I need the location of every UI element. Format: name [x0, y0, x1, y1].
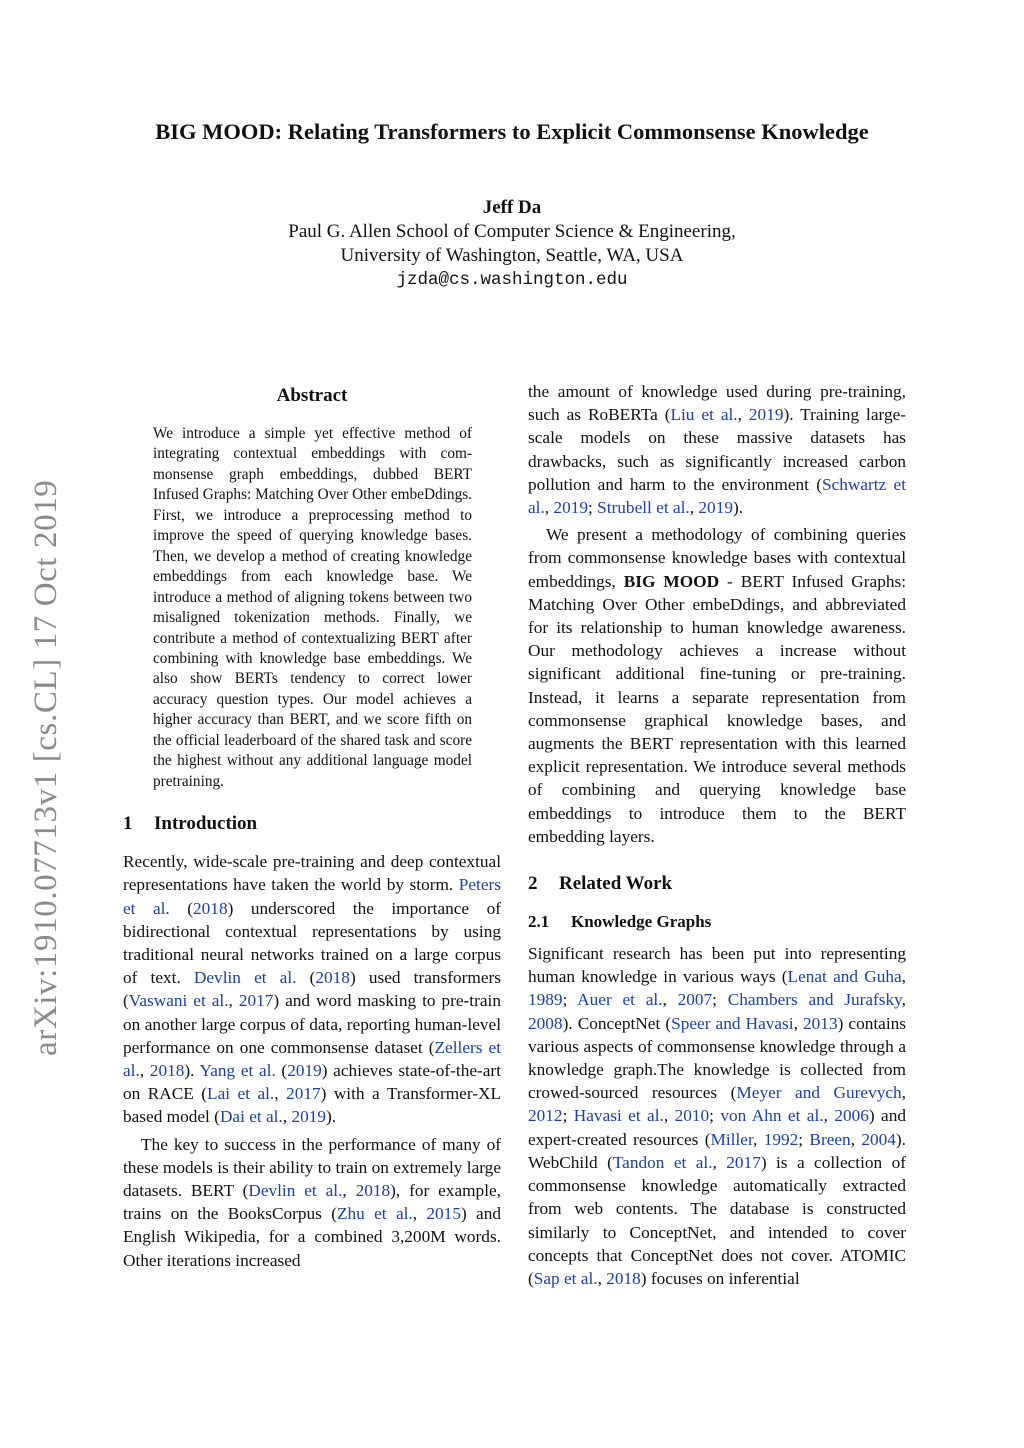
citation-link[interactable]: 1989	[528, 990, 563, 1010]
citation-link[interactable]: 2019	[698, 498, 733, 518]
citation-link[interactable]: Yang et al.	[199, 1060, 276, 1080]
citation-link[interactable]: 2019	[553, 498, 588, 518]
citation-link[interactable]: Tandon et al.	[612, 1152, 713, 1172]
citation-link[interactable]: 2018	[193, 898, 228, 918]
author-affiliation-line-2: University of Washington, Seattle, WA, USA	[340, 245, 684, 266]
citation-link[interactable]: 2015	[426, 1204, 461, 1224]
subsection-heading-knowledge-graphs	[528, 910, 906, 934]
section-number: 2	[528, 873, 538, 895]
citation-link[interactable]: 2013	[803, 1013, 838, 1033]
intro-paragraph-1: Recently, wide-scale pre-training and deep contextual representations have taken the world by storm. Peters et al. (2018) underscored the importance of bidirectional contextual representations by using traditional neural networks trained on a large corpus of text. Devlin et al. (2018) used transformers (Vaswani et al., 2017) and word masking to pre-train on another large corpus of data, reporting human-level performance on one commonsense dataset (Zellers et al., 2018). Yang et al. (2019) achieves state-of-the-art on RACE (Lai et al., 2017) with a Transformer-XL based model (Dai et al., 2019).	[123, 852, 502, 1127]
citation-link[interactable]: 2019	[291, 1107, 326, 1127]
citation-link[interactable]: Devlin et al.	[248, 1181, 343, 1200]
left-column	[123, 380, 501, 1272]
abstract-text: We introduce a simple yet effective method of integrating contextual embeddings with commonsense graph embeddings, dubbed BERT Infused Graphs: Matching Over Other embeDdings. First, we introduce a preprocessing method to improve the speed of querying knowledge bases. Then, we develop a method of creating knowledge embeddings from each knowledge base. We introduce a method of aligning tokens between two misaligned tokenization methods. Finally, we contribute a method of contextualizing BERT after combining with knowledge base embeddings. We also show BERTs tendency to correct lower accuracy question types. Our model achieves a higher accuracy than BERT, and we score fifth on the official leaderboard of the shared task and score the highest without any additional language model pretraining.	[153, 425, 472, 790]
citation-link[interactable]: Devlin et al.	[193, 968, 297, 988]
citation-link[interactable]: Dai et al.	[219, 1107, 283, 1127]
citation-link[interactable]: Zhu et al.	[336, 1204, 413, 1224]
citation-link[interactable]: Speer and Havasi	[671, 1013, 794, 1033]
citation-link[interactable]: 2010	[674, 1106, 710, 1126]
intro-paragraph-2-continued: the amount of knowledge used during pre-training, such as RoBERTa (Liu et al., 2019). Training large-scale models on these massive datasets has drawbacks, such as significantly increased carbon pollution and harm to the environment (Schwartz et al., 2019; Strubell et al., 2019).	[528, 382, 907, 518]
citation-link[interactable]: 2019	[287, 1060, 322, 1080]
section-number: 1	[123, 813, 133, 835]
citation-link[interactable]: Schwartz et al.	[528, 474, 906, 518]
citation-link[interactable]: 2008	[528, 1013, 563, 1033]
citation-link[interactable]: Chambers and Jurafsky	[727, 990, 902, 1010]
citation-link[interactable]: Meyer and Gurevych	[736, 1083, 902, 1103]
intro-paragraph-3: We present a methodology of combining queries from commonsense knowledge bases with contextual embeddings, BIG MOOD - BERT Infused Graphs: Matching Over Other embeDdings, and abbreviated for its relationship to human knowledge awareness. Our methodology achieves a increase without significant additional fine-tuning or pre-training. Instead, it learns a separate representation from commonsense graphical knowledge bases, and augments the BERT representation with this learned explicit representation. We introduce several methods of combining and querying knowledge base embeddings to introduce them to the BERT embedding layers.	[528, 525, 906, 846]
citation-link[interactable]: 2018	[355, 1181, 391, 1200]
author-affiliation-line-1: Paul G. Allen School of Computer Science & Engineering,	[288, 221, 736, 242]
citation-link[interactable]: Breen	[809, 1129, 851, 1149]
citation-link[interactable]: Auer et al.	[577, 990, 663, 1010]
model-name: BIG MOOD	[623, 571, 720, 591]
author-name: Jeff Da	[482, 197, 542, 218]
citation-link[interactable]: Liu et al.	[670, 405, 738, 425]
paper-title: BIG MOOD: Relating Transformers to Explicit Commonsense Knowledge	[155, 119, 869, 144]
citation-link[interactable]: Lenat and Guha	[787, 967, 902, 987]
citation-link[interactable]: Zellers et al.	[123, 1037, 501, 1080]
citation-link[interactable]: 2012	[528, 1106, 563, 1126]
related-work-paragraph: Significant research has been put into representing human knowledge in various ways (Lenat and Guha, 1989; Auer et al., 2007; Chambers and Jurafsky, 2008). ConceptNet (Speer and Havasi, 2013) contains various aspects of commonsense knowledge through a knowledge graph.The knowledge is collected from crowed-sourced resources (Meyer and Gurevych, 2012; Havasi et al., 2010; von Ahn et al., 2006) and expert-created resources (Miller, 1992; Breen, 2004). WebChild (Tandon et al., 2017) is a collection of commonsense knowledge automatically extracted from web contents. The database is constructed similarly to ConceptNet, and intended to cover concepts that ConceptNet does not cover. ATOMIC (Sap et al., 2018) focuses on inferential	[528, 944, 907, 1288]
citation-link[interactable]: 2019	[748, 405, 784, 425]
citation-link[interactable]: Strubell et al.	[597, 498, 690, 518]
subsection-number: 2.1	[528, 912, 550, 932]
author-block	[150, 196, 874, 292]
citation-link[interactable]: 2007	[677, 990, 713, 1010]
citation-link[interactable]: 2017	[726, 1152, 761, 1172]
citation-link[interactable]: Sap et al.	[533, 1268, 598, 1288]
arxiv-identifier-stamp: arXiv:1910.07713v1 [cs.CL] 17 Oct 2019	[28, 479, 64, 1056]
subsection-title: Knowledge Graphs	[571, 912, 712, 932]
section-heading-introduction	[123, 811, 501, 837]
citation-link[interactable]: Miller	[710, 1129, 754, 1149]
citation-link[interactable]: 2017	[238, 991, 274, 1011]
citation-link[interactable]: 1992	[763, 1129, 799, 1149]
right-column	[528, 380, 906, 1290]
citation-link[interactable]: 2018	[606, 1268, 641, 1288]
section-title: Introduction	[154, 813, 258, 835]
citation-link[interactable]: 2017	[286, 1084, 321, 1104]
citation-link[interactable]: 2004	[861, 1129, 896, 1149]
citation-link[interactable]: 2006	[834, 1106, 869, 1126]
citation-link[interactable]: Lai et al.	[207, 1084, 275, 1104]
citation-link[interactable]: 2018	[149, 1060, 185, 1080]
intro-paragraph-2: The key to success in the performance of many of these models is their ability to train on extremely large datasets. BERT (Devlin et al., 2018), for example, trains on the BooksCorpus (Zhu et al., 2015) and English Wikipedia, for a combined 3,200M words. Other iterations increased	[123, 1134, 501, 1270]
citation-link[interactable]: Vaswani et al.	[128, 991, 229, 1011]
citation-link[interactable]: Havasi et al.	[573, 1106, 664, 1126]
citation-link[interactable]: Peters et al.	[123, 875, 501, 918]
abstract-heading: Abstract	[276, 385, 348, 406]
section-heading-related-work	[528, 871, 906, 897]
citation-link[interactable]: von Ahn et al.	[720, 1106, 824, 1126]
section-title: Related Work	[559, 873, 673, 895]
citation-link[interactable]: 2018	[315, 968, 350, 988]
author-email[interactable]: jzda@cs.washington.edu	[396, 270, 628, 290]
